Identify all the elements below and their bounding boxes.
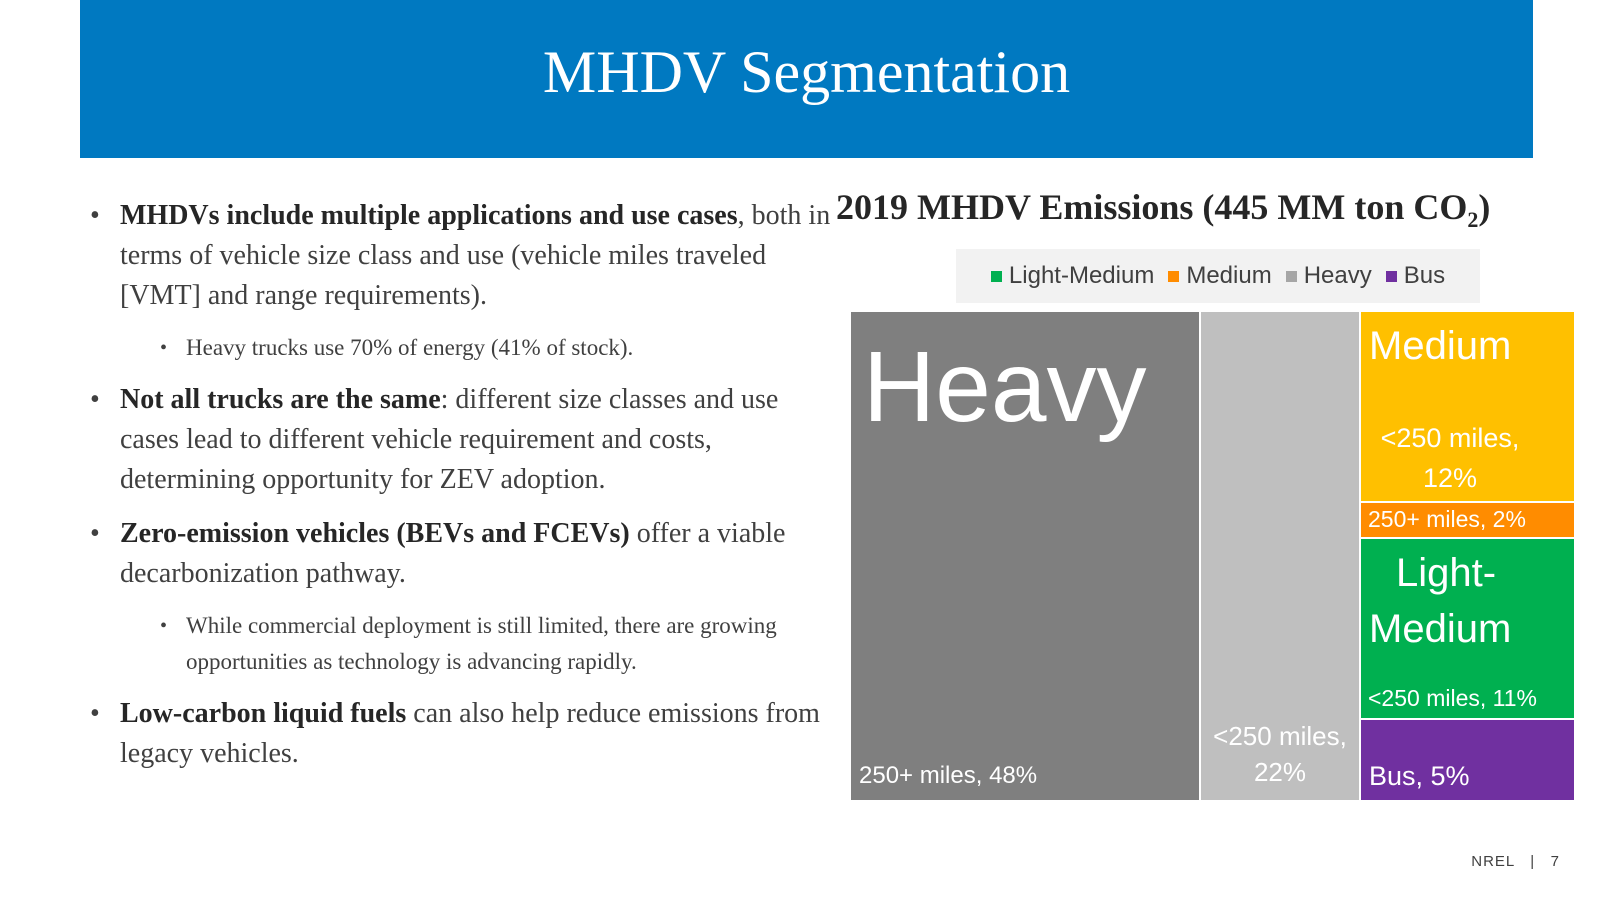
footer-org: NREL <box>1471 853 1515 870</box>
legend-swatch <box>1168 271 1179 282</box>
bullet-1-text: , both in terms of vehicle size class and use (vehicle miles traveled [VMT] and range requirements). <box>120 200 831 311</box>
segment-label: <250 miles, 22% <box>1213 721 1347 787</box>
bullet-2 <box>86 380 831 500</box>
page-number: 7 <box>1550 853 1560 870</box>
bullet-2-bold: Not all trucks are the same <box>120 384 441 415</box>
bullet-3 <box>86 514 831 594</box>
chart-legend <box>956 249 1480 303</box>
legend-swatch <box>1386 271 1397 282</box>
title-bar <box>80 0 1533 158</box>
bullet-1-sub-text: Heavy trucks use 70% of energy (41% of stock). <box>186 335 634 360</box>
bullet-dot: • <box>160 337 168 359</box>
group-label-medium: Medium <box>1369 324 1512 368</box>
legend-label: Medium <box>1186 262 1272 289</box>
legend-item-heavy <box>1286 262 1372 290</box>
bullet-1-bold: MHDVs include multiple applications and use cases <box>120 200 738 231</box>
segment-label: <250 miles, 11% <box>1368 685 1537 711</box>
legend-item-light-medium <box>991 262 1154 290</box>
emissions-treemap <box>850 311 1585 811</box>
tile-heavy-short-haul <box>1200 311 1360 801</box>
legend-item-bus <box>1386 262 1445 290</box>
segment-label: Bus, 5% <box>1369 761 1470 791</box>
legend-label: Bus <box>1403 262 1446 289</box>
bullet-1 <box>86 196 831 316</box>
group-label-light-medium: Light- <box>1396 551 1497 595</box>
footer-separator: | <box>1530 853 1536 870</box>
bullet-1-sub <box>152 330 831 366</box>
bullet-dot: • <box>90 698 100 729</box>
legend-swatch <box>1286 271 1297 282</box>
tile-heavy-long-haul <box>850 311 1200 801</box>
slide-footer <box>1471 853 1560 870</box>
segment-label: <250 miles, 12% <box>1380 423 1520 493</box>
slide-title: MHDV Segmentation <box>542 39 1071 105</box>
segment-label: 250+ miles, 48% <box>859 762 1038 789</box>
bullet-4-bold: Low-carbon liquid fuels <box>120 698 407 729</box>
legend-item-medium <box>1168 262 1271 290</box>
bullet-dot: • <box>160 615 168 637</box>
bullet-3-sub-text: While commercial deployment is still limited, there are growing opportunities as technology is advancing rapidly. <box>186 613 777 674</box>
chart-title-end: ) <box>1478 187 1491 227</box>
legend-label: Heavy <box>1303 262 1372 289</box>
group-label-light-medium: Medium <box>1369 607 1512 651</box>
segment-label: 250+ miles, 2% <box>1368 506 1526 532</box>
bullet-2-text: : different size classes and use cases lead to different vehicle requirement and costs, determining opportunity for ZEV adoption. <box>120 384 779 495</box>
tile-medium-long-haul <box>1360 502 1575 538</box>
legend-label: Light-Medium <box>1008 262 1155 289</box>
bullet-dot: • <box>90 384 100 415</box>
bullet-4 <box>86 694 831 774</box>
bullet-dot: • <box>90 518 100 549</box>
bullet-list <box>86 196 831 788</box>
group-label-heavy: Heavy <box>863 331 1147 443</box>
tile-light-medium <box>1360 538 1575 719</box>
chart-title-subscript: 2 <box>1467 207 1479 233</box>
bullet-dot: • <box>90 200 100 231</box>
bullet-3-bold: Zero-emission vehicles (BEVs and FCEVs) <box>120 518 630 549</box>
bullet-3-sub <box>152 608 831 680</box>
legend-swatch <box>991 271 1002 282</box>
bullet-3-text: offer a viable decarbonization pathway. <box>120 518 786 589</box>
bullet-4-text: can also help reduce emissions from legacy vehicles. <box>120 698 820 769</box>
tile-medium-short-haul <box>1360 311 1575 502</box>
tile-bus <box>1360 719 1575 801</box>
chart-title <box>836 186 1576 233</box>
chart-title-text: 2019 MHDV Emissions (445 MM ton CO <box>836 187 1468 227</box>
